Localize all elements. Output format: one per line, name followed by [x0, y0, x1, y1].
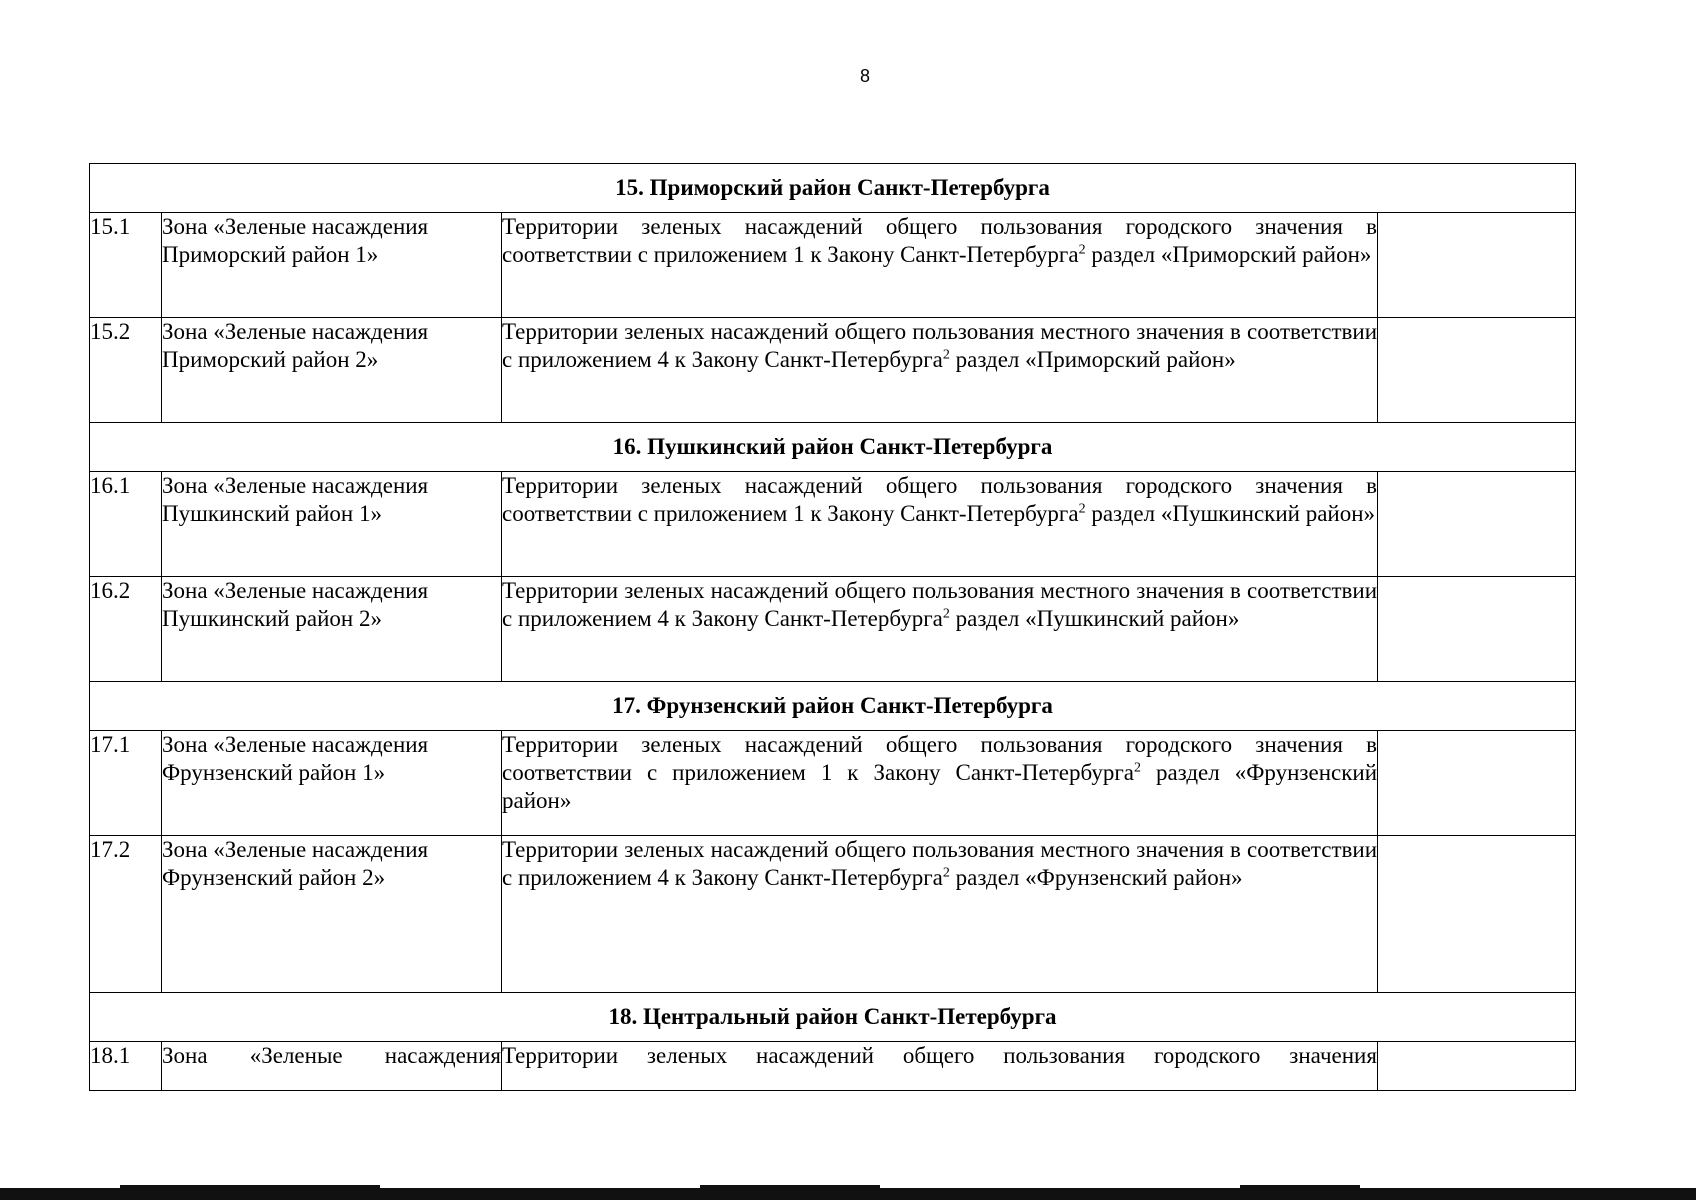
description-text: Территории зеленых насаждений общего пользования местного значения в соответствии с приложением 4 к Закону Санкт-Петербурга	[502, 319, 1377, 372]
zone-description	[502, 472, 1378, 577]
table-row	[90, 472, 1576, 577]
description-text: Территории зеленых насаждений общего пользования городского значения в соответствии с приложением 1 к Закону Санкт-Петербурга	[502, 473, 1377, 526]
zone-name-line: Зона «Зеленые насаждения	[162, 732, 429, 757]
scan-edge-artifact	[1240, 1185, 1360, 1188]
description-text: Территории зеленых насаждений общего пользования местного значения в соответствии с приложением 4 к Закону Санкт-Петербурга	[502, 578, 1377, 631]
zone-name-cell	[162, 318, 502, 423]
zone-name-word: Зона	[162, 1043, 208, 1068]
zone-name-cell	[162, 1042, 502, 1091]
empty-cell	[1378, 731, 1576, 836]
zone-name-line: Зона «Зеленые насаждения	[162, 473, 429, 498]
footnote-mark: 2	[942, 865, 950, 881]
section-header-row	[90, 164, 1576, 213]
scan-bottom-edge	[0, 1188, 1696, 1200]
zone-name-word: насаждения	[384, 1043, 501, 1068]
zone-name-line: Фрунзенский район 1»	[162, 760, 386, 785]
zone-name-cell	[162, 472, 502, 577]
scan-edge-artifact	[700, 1185, 880, 1188]
row-number: 16.1	[90, 472, 162, 577]
section-title: 18. Центральный район Санкт-Петербурга	[90, 993, 1576, 1042]
footnote-mark: 2	[942, 347, 950, 363]
description-word: пользования	[1003, 1043, 1126, 1068]
section-title: 17. Фрунзенский район Санкт-Петербурга	[90, 682, 1576, 731]
description-text: Территории зеленых насаждений общего пользования городского значения в соответствии с приложением 1 к Закону Санкт-Петербурга	[502, 214, 1377, 267]
footnote-mark: 2	[942, 606, 950, 622]
description-word: городского	[1153, 1043, 1261, 1068]
zone-name-line: Зона «Зеленые насаждения	[162, 578, 429, 603]
empty-cell	[1378, 577, 1576, 682]
zone-description	[502, 213, 1378, 318]
zone-description	[502, 318, 1378, 423]
zone-name-cell	[162, 731, 502, 836]
empty-cell	[1378, 1042, 1576, 1091]
table-row	[90, 836, 1576, 993]
zone-name-cell	[162, 213, 502, 318]
zone-name-word: «Зеленые	[249, 1043, 343, 1068]
row-number: 17.1	[90, 731, 162, 836]
footnote-mark: 2	[1133, 760, 1141, 776]
row-number: 16.2	[90, 577, 162, 682]
row-number: 17.2	[90, 836, 162, 993]
empty-cell	[1378, 318, 1576, 423]
footnote-mark: 2	[1078, 242, 1086, 258]
section-title: 15. Приморский район Санкт-Петербурга	[90, 164, 1576, 213]
zone-description	[502, 577, 1378, 682]
section-title: 16. Пушкинский район Санкт-Петербурга	[90, 423, 1576, 472]
empty-cell	[1378, 472, 1576, 577]
row-number: 15.1	[90, 213, 162, 318]
footnote-mark: 2	[1078, 501, 1086, 517]
zone-description	[502, 1042, 1378, 1091]
description-line	[502, 1042, 1377, 1070]
row-number: 15.2	[90, 318, 162, 423]
section-header-row	[90, 993, 1576, 1042]
zone-name-line: Зона «Зеленые насаждения	[162, 319, 429, 344]
zone-name-line: Фрунзенский район 2»	[162, 865, 386, 890]
zone-name-line: Пушкинский район 1»	[162, 501, 382, 526]
description-word: зеленых	[646, 1043, 728, 1068]
description-word: насаждений	[756, 1043, 874, 1068]
scan-edge-artifact	[120, 1185, 380, 1188]
description-text: раздел «Пушкинский район»	[1085, 501, 1376, 526]
description-text: Территории зеленых насаждений общего пользования местного значения в соответствии с приложением 4 к Закону Санкт-Петербурга	[502, 837, 1377, 890]
zone-description	[502, 731, 1378, 836]
zone-description	[502, 836, 1378, 993]
section-header-row	[90, 423, 1576, 472]
table-row	[90, 318, 1576, 423]
description-text: раздел «Фрунзенский район»	[949, 865, 1243, 890]
description-word: значения	[1289, 1043, 1377, 1068]
zone-name-line: Приморский район 2»	[162, 347, 379, 372]
zones-table	[89, 163, 1576, 1091]
description-text: раздел «Фрунзенский район»	[502, 760, 1377, 813]
table-row	[90, 731, 1576, 836]
table-row	[90, 1042, 1576, 1091]
description-word: Территории	[502, 1043, 619, 1068]
description-word: общего	[902, 1043, 975, 1068]
table-row	[90, 213, 1576, 318]
empty-cell	[1378, 213, 1576, 318]
section-header-row	[90, 682, 1576, 731]
zone-name-line	[162, 1042, 501, 1070]
table-row	[90, 577, 1576, 682]
zone-name-line: Пушкинский район 2»	[162, 606, 382, 631]
description-text: раздел «Приморский район»	[1085, 242, 1372, 267]
empty-cell	[1378, 836, 1576, 993]
page-number: 8	[859, 66, 870, 86]
row-number: 18.1	[90, 1042, 162, 1091]
description-text: Территории зеленых насаждений общего пользования городского значения в соответствии с приложением 1 к Закону Санкт-Петербурга	[502, 732, 1377, 785]
zone-name-line: Зона «Зеленые насаждения	[162, 837, 429, 862]
zone-name-line: Зона «Зеленые насаждения	[162, 214, 429, 239]
zone-name-cell	[162, 836, 502, 993]
description-text: раздел «Пушкинский район»	[949, 606, 1240, 631]
zone-name-cell	[162, 577, 502, 682]
description-text: раздел «Приморский район»	[949, 347, 1236, 372]
zone-name-line: Приморский район 1»	[162, 242, 379, 267]
